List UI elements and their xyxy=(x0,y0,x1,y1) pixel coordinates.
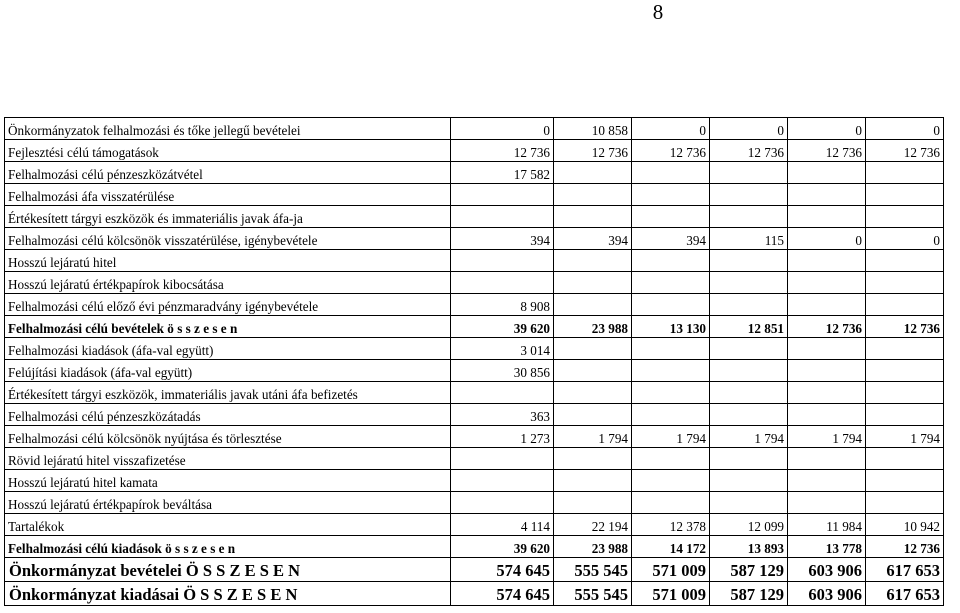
value-cell: 0 xyxy=(788,228,866,250)
value-cell xyxy=(554,382,632,404)
value-cell: 12 736 xyxy=(710,140,788,162)
value-cell xyxy=(451,184,554,206)
value-cell: 1 794 xyxy=(554,426,632,448)
value-cell xyxy=(554,162,632,184)
value-cell xyxy=(710,272,788,294)
table-row xyxy=(5,492,944,514)
value-cell xyxy=(866,250,944,272)
value-cell: 1 273 xyxy=(451,426,554,448)
row-label: Felhalmozási célú pénzeszközátvétel xyxy=(5,162,451,184)
row-label: Tartalékok xyxy=(5,514,451,536)
value-cell: 394 xyxy=(451,228,554,250)
table-row xyxy=(5,470,944,492)
table-row xyxy=(5,228,944,250)
table-row xyxy=(5,118,944,140)
table-body xyxy=(5,118,944,606)
value-cell xyxy=(710,294,788,316)
value-cell xyxy=(788,162,866,184)
value-cell: 555 545 xyxy=(554,582,632,606)
value-cell: 1 794 xyxy=(710,426,788,448)
value-cell xyxy=(554,206,632,228)
table-row xyxy=(5,206,944,228)
value-cell xyxy=(710,448,788,470)
value-cell xyxy=(632,206,710,228)
row-label: Hosszú lejáratú hitel kamata xyxy=(5,470,451,492)
value-cell xyxy=(554,184,632,206)
value-cell: 23 988 xyxy=(554,536,632,558)
value-cell: 12 736 xyxy=(554,140,632,162)
value-cell xyxy=(788,448,866,470)
value-cell xyxy=(788,250,866,272)
value-cell: 574 645 xyxy=(451,582,554,606)
table-row xyxy=(5,514,944,536)
value-cell: 8 908 xyxy=(451,294,554,316)
value-cell: 39 620 xyxy=(451,536,554,558)
value-cell: 1 794 xyxy=(632,426,710,448)
value-cell xyxy=(632,448,710,470)
value-cell: 363 xyxy=(451,404,554,426)
value-cell xyxy=(554,338,632,360)
value-cell: 12 736 xyxy=(866,316,944,338)
value-cell xyxy=(710,162,788,184)
table-row xyxy=(5,448,944,470)
table-row xyxy=(5,250,944,272)
value-cell xyxy=(788,470,866,492)
value-cell xyxy=(554,448,632,470)
value-cell: 12 736 xyxy=(866,536,944,558)
value-cell xyxy=(710,382,788,404)
row-label: Felhalmozási célú kölcsönök nyújtása és törlesztése xyxy=(5,426,451,448)
value-cell: 617 653 xyxy=(866,582,944,606)
row-label: Önkormányzatok felhalmozási és tőke jellegű bevételei xyxy=(5,118,451,140)
table-row xyxy=(5,558,944,582)
value-cell: 3 014 xyxy=(451,338,554,360)
value-cell: 10 942 xyxy=(866,514,944,536)
value-cell xyxy=(710,206,788,228)
value-cell: 12 099 xyxy=(710,514,788,536)
value-cell xyxy=(710,184,788,206)
value-cell: 617 653 xyxy=(866,558,944,582)
row-label: Felújítási kiadások (áfa-val együtt) xyxy=(5,360,451,382)
value-cell xyxy=(554,492,632,514)
value-cell xyxy=(866,448,944,470)
value-cell xyxy=(788,338,866,360)
value-cell: 11 984 xyxy=(788,514,866,536)
value-cell: 23 988 xyxy=(554,316,632,338)
value-cell xyxy=(788,294,866,316)
value-cell: 0 xyxy=(710,118,788,140)
value-cell: 12 851 xyxy=(710,316,788,338)
value-cell: 13 893 xyxy=(710,536,788,558)
value-cell xyxy=(554,250,632,272)
value-cell xyxy=(710,404,788,426)
value-cell: 603 906 xyxy=(788,582,866,606)
value-cell: 14 172 xyxy=(632,536,710,558)
value-cell xyxy=(788,184,866,206)
row-label: Értékesített tárgyi eszközök és immateriális javak áfa-ja xyxy=(5,206,451,228)
value-cell xyxy=(632,162,710,184)
value-cell xyxy=(451,448,554,470)
value-cell xyxy=(451,206,554,228)
table-row xyxy=(5,140,944,162)
value-cell: 12 736 xyxy=(866,140,944,162)
value-cell xyxy=(632,360,710,382)
row-label: Felhalmozási célú előző évi pénzmaradvány igénybevétele xyxy=(5,294,451,316)
value-cell xyxy=(866,294,944,316)
value-cell: 30 856 xyxy=(451,360,554,382)
value-cell xyxy=(632,272,710,294)
table-row xyxy=(5,426,944,448)
table-row xyxy=(5,184,944,206)
value-cell: 1 794 xyxy=(866,426,944,448)
row-label: Hosszú lejáratú hitel xyxy=(5,250,451,272)
value-cell: 587 129 xyxy=(710,582,788,606)
value-cell xyxy=(632,294,710,316)
table-row xyxy=(5,338,944,360)
value-cell: 571 009 xyxy=(632,558,710,582)
value-cell: 12 736 xyxy=(632,140,710,162)
row-label: Önkormányzat bevételei Ö S S Z E S E N xyxy=(5,558,451,582)
table-row xyxy=(5,582,944,606)
value-cell xyxy=(788,382,866,404)
value-cell: 12 736 xyxy=(451,140,554,162)
value-cell xyxy=(788,272,866,294)
row-label: Felhalmozási célú bevételek ö s s z e s e n xyxy=(5,316,451,338)
value-cell: 0 xyxy=(788,118,866,140)
value-cell: 39 620 xyxy=(451,316,554,338)
value-cell: 4 114 xyxy=(451,514,554,536)
value-cell: 13 130 xyxy=(632,316,710,338)
table-row xyxy=(5,536,944,558)
table-row xyxy=(5,272,944,294)
value-cell xyxy=(710,492,788,514)
row-label: Rövid lejáratú hitel visszafizetése xyxy=(5,448,451,470)
value-cell xyxy=(866,492,944,514)
value-cell xyxy=(632,492,710,514)
row-label: Felhalmozási célú pénzeszközátadás xyxy=(5,404,451,426)
page-number: 8 xyxy=(652,0,664,24)
row-label: Értékesített tárgyi eszközök, immateriális javak utáni áfa befizetés xyxy=(5,382,451,404)
value-cell xyxy=(554,294,632,316)
value-cell xyxy=(866,404,944,426)
value-cell xyxy=(632,250,710,272)
value-cell xyxy=(710,338,788,360)
value-cell: 22 194 xyxy=(554,514,632,536)
value-cell: 13 778 xyxy=(788,536,866,558)
value-cell xyxy=(451,272,554,294)
value-cell xyxy=(554,272,632,294)
row-label: Felhalmozási célú kölcsönök visszatérülése, igénybevétele xyxy=(5,228,451,250)
value-cell xyxy=(554,404,632,426)
value-cell xyxy=(451,382,554,404)
value-cell: 603 906 xyxy=(788,558,866,582)
value-cell: 394 xyxy=(554,228,632,250)
row-label: Hosszú lejáratú értékpapírok beváltása xyxy=(5,492,451,514)
table-row xyxy=(5,316,944,338)
value-cell xyxy=(866,206,944,228)
value-cell: 17 582 xyxy=(451,162,554,184)
value-cell: 394 xyxy=(632,228,710,250)
value-cell xyxy=(710,470,788,492)
row-label: Fejlesztési célú támogatások xyxy=(5,140,451,162)
table-row xyxy=(5,162,944,184)
table-row xyxy=(5,360,944,382)
table-row xyxy=(5,404,944,426)
table-row xyxy=(5,294,944,316)
value-cell xyxy=(632,184,710,206)
value-cell xyxy=(866,184,944,206)
value-cell xyxy=(632,338,710,360)
value-cell xyxy=(866,162,944,184)
value-cell xyxy=(554,360,632,382)
value-cell xyxy=(710,250,788,272)
value-cell: 12 378 xyxy=(632,514,710,536)
value-cell: 587 129 xyxy=(710,558,788,582)
row-label: Felhalmozási célú kiadások ö s s z e s e n xyxy=(5,536,451,558)
value-cell xyxy=(788,404,866,426)
value-cell: 115 xyxy=(710,228,788,250)
value-cell: 574 645 xyxy=(451,558,554,582)
value-cell: 1 794 xyxy=(788,426,866,448)
value-cell xyxy=(632,470,710,492)
value-cell xyxy=(451,492,554,514)
value-cell xyxy=(866,470,944,492)
value-cell: 571 009 xyxy=(632,582,710,606)
value-cell: 12 736 xyxy=(788,316,866,338)
row-label: Hosszú lejáratú értékpapírok kibocsátása xyxy=(5,272,451,294)
value-cell: 12 736 xyxy=(788,140,866,162)
value-cell xyxy=(632,382,710,404)
value-cell: 10 858 xyxy=(554,118,632,140)
value-cell: 0 xyxy=(451,118,554,140)
value-cell xyxy=(866,360,944,382)
row-label: Felhalmozási áfa visszatérülése xyxy=(5,184,451,206)
value-cell xyxy=(866,338,944,360)
value-cell xyxy=(788,360,866,382)
value-cell xyxy=(554,470,632,492)
value-cell xyxy=(866,382,944,404)
value-cell xyxy=(788,492,866,514)
value-cell: 0 xyxy=(866,118,944,140)
value-cell xyxy=(451,470,554,492)
value-cell: 555 545 xyxy=(554,558,632,582)
row-label: Önkormányzat kiadásai Ö S S Z E S E N xyxy=(5,582,451,606)
value-cell xyxy=(710,360,788,382)
value-cell: 0 xyxy=(866,228,944,250)
value-cell: 0 xyxy=(632,118,710,140)
table-row xyxy=(5,382,944,404)
value-cell xyxy=(866,272,944,294)
value-cell xyxy=(451,250,554,272)
row-label: Felhalmozási kiadások (áfa-val együtt) xyxy=(5,338,451,360)
value-cell xyxy=(788,206,866,228)
financial-table xyxy=(4,117,944,606)
value-cell xyxy=(632,404,710,426)
